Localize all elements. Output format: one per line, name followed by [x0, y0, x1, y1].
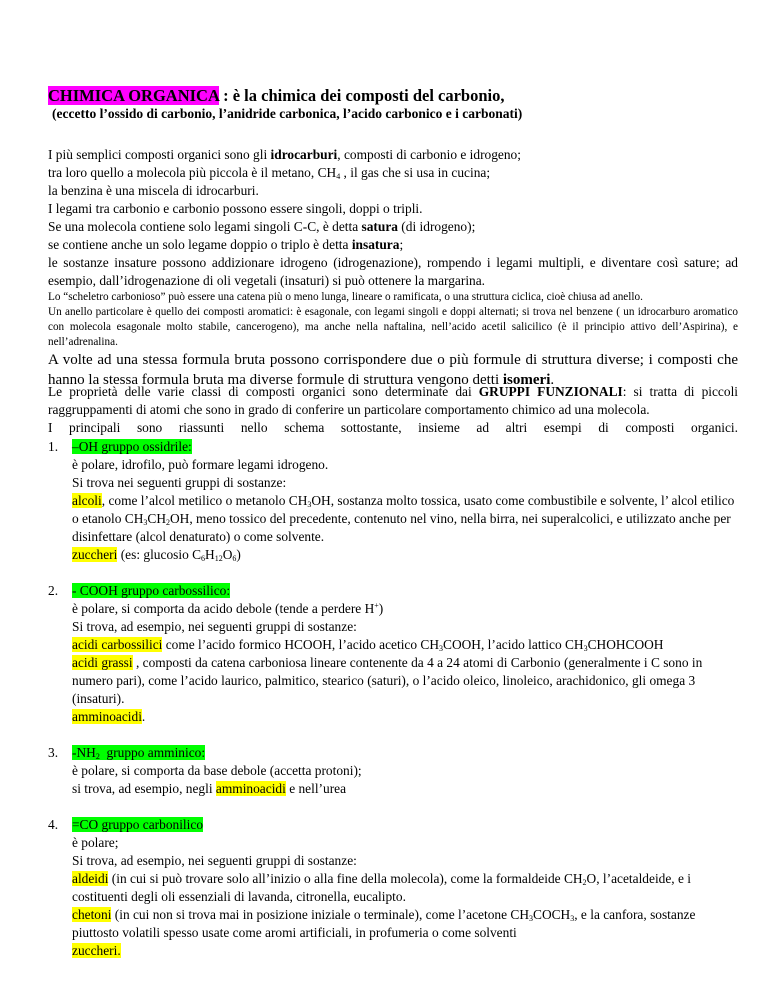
text: O, l’acetaldeide, e i costituenti degli oli essenziali di lavanda, citronella, eucalipto.: [72, 871, 692, 904]
page-subtitle: (eccetto l’ossido di carbonio, l’anidride carbonica, l’acido carbonico e i carbonati): [52, 106, 523, 121]
text: , composti da catena carboniosa lineare contenente da 4 a 24 atomi di Carbonio (generalmente i C sono in numero pari), come l’acido laurico, palmitico, stearico (saturi), o l’acido oleico, linoleico, arachidonico, gli omega 3 (insaturi).: [72, 655, 703, 706]
group-example: [72, 942, 738, 960]
term-gruppi-funzionali: GRUPPI FUNZIONALI: [478, 384, 623, 399]
subscript: 12: [214, 554, 223, 563]
term-amminoacidi: amminoacidi: [215, 781, 286, 796]
text: I più semplici composti organici sono gli: [48, 147, 271, 162]
intro-paragraph: le sostanze insature possono addizionare idrogeno (idrogenazione), rompendo i legami multipli, e diventare così sature; ad esempio, dall’idrogenazione di oli vegetali (insaturi) si può ottenere la margarina.: [48, 255, 738, 288]
term-zuccheri: zuccheri: [72, 547, 118, 562]
intro-line: I legami tra carbonio e carbonio possono essere singoli, doppi o tripli.: [48, 201, 423, 216]
text: ): [236, 547, 241, 562]
text: O: [222, 547, 233, 562]
text: se contiene anche un solo legame doppio o triplo è detta: [48, 237, 352, 252]
text: , come l’alcol metilico o metanolo CH: [101, 493, 308, 508]
group-heading: [72, 438, 738, 456]
term-idrocarburi: idrocarburi: [270, 147, 338, 162]
superscript: +: [374, 601, 379, 610]
text: COOH, l’acido lattico CH: [443, 637, 584, 652]
text: CHOHCOOH: [587, 637, 664, 652]
term-insatura: insatura: [351, 237, 400, 252]
subscript: 3: [439, 644, 444, 653]
title-rest: : è la chimica dei composti del carbonio,: [218, 86, 505, 105]
group-example: [72, 492, 738, 546]
item-number: 2.: [48, 583, 59, 598]
intro-paragraph-small: Lo “scheletro carbonioso” può essere una catena più o meno lunga, lineare o ramificata, o una struttura ciclica, cioè chiusa ad anello.: [48, 291, 643, 303]
group-heading: [72, 582, 738, 600]
text: , composti di carbonio e idrogeno;: [337, 147, 521, 162]
subscript: 2: [166, 518, 171, 527]
term-acidi-carbossilici: acidi carbossilici: [72, 637, 163, 652]
heading-highlight: =CO gruppo carbonilico: [72, 817, 204, 832]
item-number: 1.: [48, 439, 59, 454]
subscript: 3: [529, 914, 534, 923]
text: , e la canfora, sostanze piuttosto volatili spesso usate come aromi artificiali, in profumeria o come solventi: [72, 907, 696, 940]
group-example: [72, 636, 738, 654]
heading-highlight: - COOH gruppo carbossilico:: [72, 583, 231, 598]
text: gruppo amminico:: [99, 745, 206, 760]
subscript: 6: [201, 554, 206, 563]
text: , il gas che si usa in cucina;: [340, 165, 491, 180]
group-heading: [72, 816, 738, 834]
subscript: 3: [143, 518, 148, 527]
subscript: 3: [583, 644, 588, 653]
intro-line: [48, 218, 738, 236]
group-heading: [72, 744, 738, 762]
text: Le proprietà delle varie classi di composti organici sono determinate dai: [48, 384, 479, 399]
text: OH, sostanza molto tossica, usato come combustibile e solvente, l’ alcol etilico o etanolo CH: [72, 493, 735, 526]
text: OH, meno tossico del precedente, contenuto nel vino, nella birra, nei superalcolici, e utilizzato anche per disinfettare (alcol denaturato) o come solvente.: [72, 511, 731, 544]
intro-line: [48, 146, 738, 164]
text: tra loro quello a molecola più piccola è il metano, CH: [48, 165, 337, 180]
group-found: Si trova nei seguenti gruppi di sostanze:: [72, 475, 287, 490]
group-example: [72, 906, 738, 942]
group-found: Si trova, ad esempio, nei seguenti gruppi di sostanze:: [72, 619, 357, 634]
item-number: 4.: [48, 817, 59, 832]
functional-groups-intro: [48, 383, 738, 437]
text: COCH: [533, 907, 571, 922]
text: ): [378, 601, 384, 616]
term-amminoacidi: amminoacidi: [72, 709, 142, 724]
term-satura: satura: [361, 219, 398, 234]
group-desc: è polare, si comporta da base debole (accetta protoni);: [72, 763, 362, 778]
group-desc: [72, 600, 738, 618]
functional-paragraph: [48, 383, 738, 419]
text: è polare, si comporta da acido debole (tende a perdere H: [72, 601, 375, 616]
title-highlight: CHIMICA ORGANICA: [48, 86, 219, 105]
group-item-carbonilico: [48, 816, 738, 960]
group-desc: è polare, idrofilo, può formare legami idrogeno.: [72, 457, 329, 472]
intro-line: [48, 236, 738, 254]
functional-paragraph: I principali sono riassunti nello schema sottostante, insieme ad altri esempi di composti organici.: [48, 420, 738, 435]
text: ;: [399, 237, 404, 252]
page-title: [48, 86, 505, 106]
subscript: 2: [582, 878, 587, 887]
text: (in cui non si trova mai in posizione iniziale o terminale), come l’acetone CH: [111, 907, 530, 922]
text: A volte ad una stessa formula bruta possono corrispondere due o più formule di struttura diverse; i composti che hanno la stessa formula bruta ma diverse formule di struttura vengono detti: [48, 352, 738, 388]
group-found: [72, 780, 738, 798]
term-chetoni: chetoni: [72, 907, 112, 922]
group-example: [72, 870, 738, 906]
text: come l’acido formico HCOOH, l’acido acetico CH: [162, 637, 440, 652]
term-isomeri: isomeri: [502, 372, 551, 388]
text: (di idrogeno);: [397, 219, 476, 234]
group-example: [72, 654, 738, 708]
text: si trova, ad esempio, negli: [72, 781, 216, 796]
intro-paragraph-small: Un anello particolare è quello dei composti aromatici: è esagonale, con legami singoli e doppi alternati; si trova nel benzene ( un idrocarburo aromatico con molecola esagonale molto stabile, cancerogeno), ma anche nella naftalina, nell’acido acetil salicilico (è il principio attivo dell’Aspirina), e nell’adrenalina.: [48, 306, 738, 348]
group-item-ossidrile: [48, 438, 738, 564]
text: .: [141, 709, 146, 724]
text: (in cui si può trovare solo all’inizio o alla fine della molecola), come la formaldeide CH: [108, 871, 583, 886]
subscript: 6: [232, 554, 237, 563]
subscript: 3: [570, 914, 575, 923]
term-acidi-grassi: acidi grassi: [72, 655, 133, 670]
group-example: [72, 708, 738, 726]
term-aldeidi: aldeidi: [72, 871, 109, 886]
text: -NH: [72, 745, 96, 760]
group-example: [72, 546, 738, 564]
text: Se una molecola contiene solo legami singoli C-C, è detta: [48, 219, 362, 234]
item-number: 3.: [48, 745, 59, 760]
text: (es: glucosio C: [117, 547, 202, 562]
group-item-carbossilico: [48, 582, 738, 726]
group-item-amminico: [48, 744, 738, 798]
heading-highlight: –OH gruppo ossidrile:: [72, 439, 192, 454]
term-zuccheri: zuccheri.: [72, 943, 121, 958]
functional-groups-list: [48, 438, 738, 978]
subscript: 4: [336, 172, 341, 181]
text: e nell’urea: [285, 781, 347, 796]
text: CH: [147, 511, 167, 526]
text: : si tratta di piccoli raggruppamenti di atomi che sono in grado di conferire un particolare comportamento chimico ad una molecola.: [48, 384, 739, 417]
intro-section: [48, 146, 738, 390]
term-alcoli: alcoli: [72, 493, 102, 508]
intro-line: [48, 164, 738, 182]
text: .: [550, 372, 555, 388]
subscript: 3: [307, 500, 312, 509]
subscript: 2: [95, 752, 100, 761]
group-found: Si trova, ad esempio, nei seguenti gruppi di sostanze:: [72, 853, 357, 868]
intro-line: la benzina è una miscela di idrocarburi.: [48, 183, 259, 198]
group-desc: è polare;: [72, 835, 119, 850]
text: H: [205, 547, 215, 562]
heading-highlight: [72, 745, 205, 760]
